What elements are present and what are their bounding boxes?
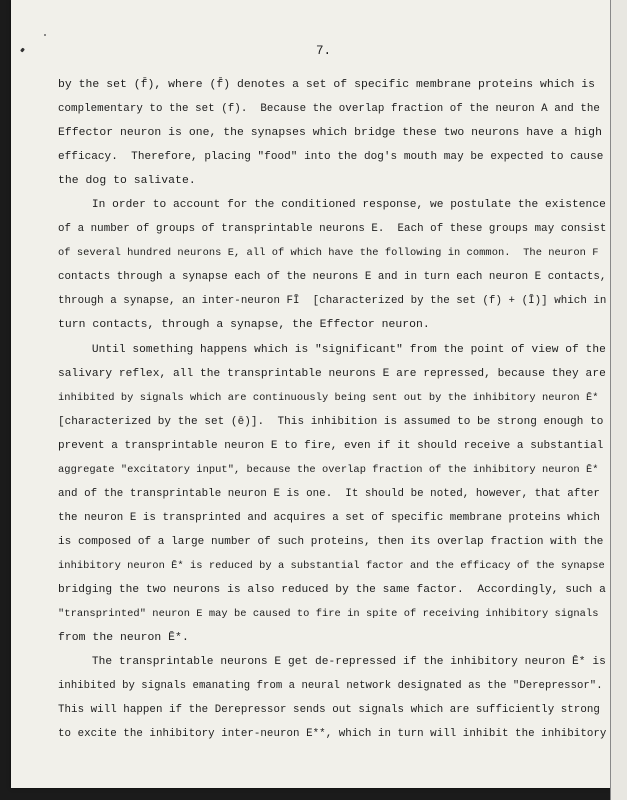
text-line: bridging the two neurons is also reduced by the same factor. Accordingly, such a [58,584,606,596]
text-line: The transprintable neurons E get de-repressed if the inhibitory neuron Ē* is [58,656,606,668]
page-number: 7. [316,44,332,58]
text-line: "transprinted" neuron E may be caused to fire in spite of receiving inhibitory signals [58,608,599,620]
text-line: inhibited by signals which are continuously being sent out by the inhibitory neuron Ē* [58,392,599,404]
text-line: [characterized by the set (ē)]. This inhibition is assumed to be strong enough to [58,416,604,428]
text-line: salivary reflex, all the transprintable neurons E are repressed, because they are [58,368,606,380]
text-line: aggregate "excitatory input", because the overlap fraction of the inhibitory neuron Ē* [58,464,599,476]
text-line: of a number of groups of transprintable neurons E. Each of these groups may consist [58,223,607,235]
text-line: inhibitory neuron Ē* is reduced by a substantial factor and the efficacy of the synapse [58,560,605,572]
text-line: complementary to the set (f). Because the overlap fraction of the neuron A and the [58,103,600,115]
text-line: the neuron E is transprinted and acquires a set of specific membrane proteins which [58,512,600,524]
text-line: from the neuron Ē*. [58,632,189,644]
text-line: through a synapse, an inter-neuron FĪ [characterized by the set (f) + (Ī)] which in [58,295,607,307]
text-line: prevent a transprintable neuron E to fire, even if it should receive a substantial [58,440,604,452]
text-line: and of the transprintable neuron E is one. It should be noted, however, that after [58,488,600,500]
text-line: This will happen if the Derepressor sends out signals which are sufficiently strong [58,704,600,716]
text-line: Effector neuron is one, the synapses which bridge these two neurons have a high [58,127,602,139]
stray-dot [44,34,46,36]
text-line: is composed of a large number of such proteins, then its overlap fraction with the [58,536,604,548]
text-line: inhibited by signals emanating from a neural network designated as the "Derepressor". [58,680,603,692]
text-line: the dog to salivate. [58,175,196,187]
page-edge [610,0,627,800]
text-line: efficacy. Therefore, placing "food" into the dog's mouth may be expected to cause [58,151,604,163]
text-line: to excite the inhibitory inter-neuron E**, which in turn will inhibit the inhibitory [58,728,607,740]
text-line: In order to account for the conditioned response, we postulate the existence [58,199,606,211]
text-line: by the set (f̄), where (f̄) denotes a set of specific membrane proteins which is [58,79,596,91]
text-line: of several hundred neurons E, all of which have the following in common. The neuron F [58,247,599,259]
text-line: contacts through a synapse each of the neurons E and in turn each neuron E contacts, [58,271,607,283]
text-line: turn contacts, through a synapse, the Effector neuron. [58,319,430,331]
text-line: Until something happens which is "significant" from the point of view of the [58,344,606,356]
